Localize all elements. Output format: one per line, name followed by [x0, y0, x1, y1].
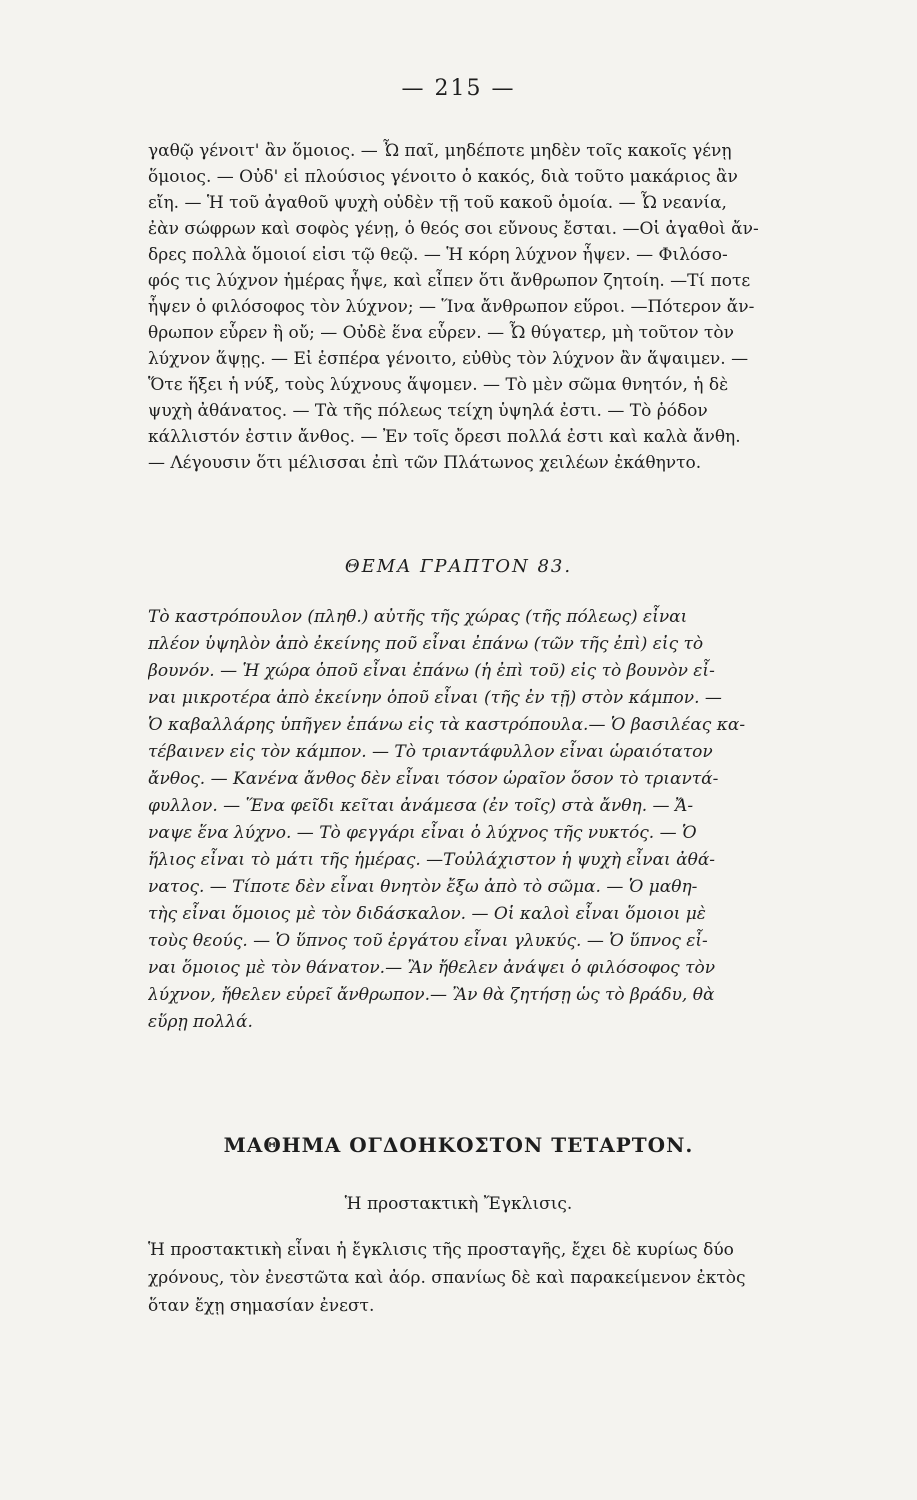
- exercise-line: ἥλιος εἶναι τὸ μάτι τῆς ἡμέρας. —Τοὐλάχιστον ἡ ψυχὴ εἶναι ἀθά-: [148, 850, 716, 870]
- passage-line: δρες πολλὰ ὅμοιοί εἰσι τῷ θεῷ. — Ἡ κόρη λύχνον ἧψεν. — Φιλόσο-: [148, 245, 728, 265]
- exercise-line: νατος. — Τίποτε δὲν εἶναι θνητὸν ἔξω ἀπὸ τὸ σῶμα. — Ὁ μαθη-: [148, 877, 698, 897]
- exercise-line: βουνόν. — Ἡ χώρα ὁποῦ εἶναι ἐπάνω (ἡ ἐπὶ τοῦ) εἰς τὸ βουνὸν εἶ-: [148, 661, 715, 681]
- passage-line: φός τις λύχνον ἡμέρας ἧψε, καὶ εἶπεν ὅτι ἄνθρωπον ζητοίη. —Τί ποτε: [148, 271, 751, 291]
- exercise-line: φυλλον. — Ἕνα φεῖδι κεῖται ἀνάμεσα (ἐν τοῖς) στὰ ἄνθη. — Ἄ-: [148, 796, 694, 816]
- exercise-line: ναι μικροτέρα ἀπὸ ἐκείνην ὁποῦ εἶναι (τῆς ἐν τῇ) στὸν κάμπον. —: [148, 688, 722, 708]
- exercise-line: πλέον ὑψηλὸν ἀπὸ ἐκείνης ποῦ εἶναι ἐπάνω (τῶν τῆς ἐπὶ) εἰς τὸ: [148, 634, 704, 654]
- exercise-line: Τὸ καστρόπουλον (πληθ.) αὐτῆς τῆς χώρας (τῆς πόλεως) εἶναι: [148, 607, 688, 627]
- exercise-text: [148, 604, 798, 1036]
- lesson-line: χρόνους, τὸν ἐνεστῶτα καὶ ἀόρ. σπανίως δὲ καὶ παρακείμενον ἐκτὸς: [148, 1268, 746, 1288]
- passage-line: ἧψεν ὁ φιλόσοφος τὸν λύχνον; — Ἵνα ἄνθρωπον εὕροι. —Πότερον ἄν-: [148, 297, 755, 317]
- passage-line: Ὅτε ἥξει ἡ νύξ, τοὺς λύχνους ἅψομεν. — Τὸ μὲν σῶμα θνητόν, ἡ δὲ: [148, 375, 729, 395]
- exercise-line: εὕρῃ πολλά.: [148, 1012, 253, 1032]
- lesson-text: [148, 1236, 798, 1320]
- lesson-title: ΜΑΘΗΜΑ ΟΓΔΟΗΚΟΣΤΟΝ ΤΕΤΑΡΤΟΝ.: [223, 1133, 694, 1157]
- exercise-line: ναψε ἕνα λύχνο. — Τὸ φεγγάρι εἶναι ὁ λύχνος τῆς νυκτός. — Ὁ: [148, 823, 697, 843]
- exercise-line: Ὁ καβαλλάρης ὑπῆγεν ἐπάνω εἰς τὰ καστρόπουλα.— Ὁ βασιλέας κα-: [148, 715, 746, 735]
- exercise-line: τοὺς θεούς. — Ὁ ὕπνος τοῦ ἐργάτου εἶναι γλυκύς. — Ὁ ὕπνος εἶ-: [148, 931, 708, 951]
- passage-line: κάλλιστόν ἐστιν ἄνθος. — Ἐν τοῖς ὄρεσι πολλά ἐστι καὶ καλὰ ἄνθη.: [148, 427, 741, 447]
- passage-line: ὅμοιος. — Οὐδ' εἰ πλούσιος γένοιτο ὁ κακός, διὰ τοῦτο μακάριος ἂν: [148, 167, 738, 187]
- page-number: — 215 —: [401, 76, 516, 101]
- passage-line: γαθῷ γένοιτ' ἂν ὅμοιος. — Ὦ παῖ, μηδέποτε μηδὲν τοῖς κακοῖς γένῃ: [148, 141, 732, 161]
- passage-line: λύχνον ἅψῃς. — Εἰ ἑσπέρα γένοιτο, εὐθὺς τὸν λύχνον ἂν ἅψαιμεν. —: [148, 349, 749, 369]
- passage-line: — Λέγουσιν ὅτι μέλισσαι ἐπὶ τῶν Πλάτωνος χειλέων ἐκάθηντο.: [148, 453, 702, 473]
- passage-line: ψυχὴ ἀθάνατος. — Τὰ τῆς πόλεως τείχη ὑψηλά ἐστι. — Τὸ ῥόδον: [148, 401, 708, 421]
- exercise-line: τὴς εἶναι ὅμοιος μὲ τὸν διδάσκαλον. — Οἱ καλοὶ εἶναι ὅμοιοι μὲ: [148, 904, 706, 924]
- passage-line: ἐὰν σώφρων καὶ σοφὸς γένῃ, ὁ θεός σοι εὔνους ἔσται. —Οἱ ἀγαθοὶ ἄν-: [148, 219, 759, 239]
- exercise-line: λύχνον, ἤθελεν εὑρεῖ ἄνθρωπον.— Ἂν θὰ ζητήσῃ ὡς τὸ βράδυ, θὰ: [148, 985, 715, 1005]
- lesson-line: ὅταν ἔχῃ σημασίαν ἐνεστ.: [148, 1296, 375, 1316]
- lesson-line: Ἡ προστακτικὴ εἶναι ἡ ἔγκλισις τῆς προσταγῆς, ἔχει δὲ κυρίως δύο: [148, 1240, 734, 1260]
- exercise-line: τέβαινεν εἰς τὸν κάμπον. — Τὸ τριαντάφυλλον εἶναι ὡραιότατον: [148, 742, 713, 762]
- exercise-title: ΘΕΜΑ ΓΡΑΠΤΟΝ 83.: [344, 556, 573, 577]
- exercise-line: ἄνθος. — Κανένα ἄνθος δὲν εἶναι τόσον ὡραῖον ὅσον τὸ τριαντά-: [148, 769, 719, 789]
- passage-line: θρωπον εὗρεν ἢ οὔ; — Οὐδὲ ἕνα εὗρεν. — Ὦ θύγατερ, μὴ τοῦτον τὸν: [148, 323, 735, 343]
- exercise-line: ναι ὅμοιος μὲ τὸν θάνατον.— Ἂν ἤθελεν ἀνάψει ὁ φιλόσοφος τὸν: [148, 958, 716, 978]
- section-title: Ἡ προστακτικὴ Ἔγκλισις.: [344, 1194, 573, 1214]
- reading-passage: [148, 138, 798, 476]
- passage-line: εἴη. — Ἡ τοῦ ἀγαθοῦ ψυχὴ οὐδὲν τῇ τοῦ κακοῦ ὁμοία. — Ὦ νεανία,: [148, 193, 727, 213]
